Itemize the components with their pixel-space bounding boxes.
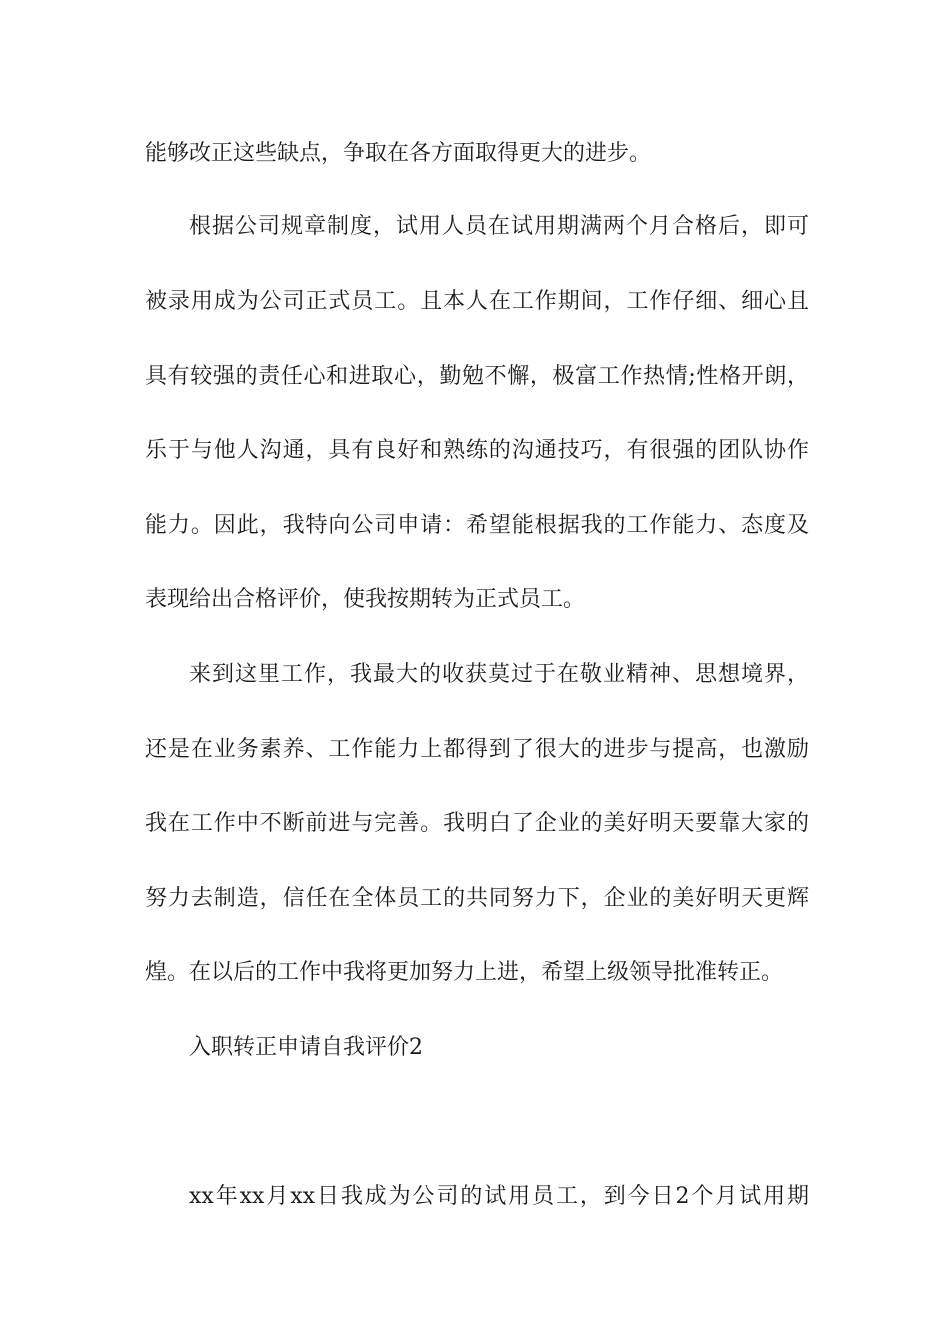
text-line: 乐于与他人沟通，具有良好和熟练的沟通技巧，有很强的团队协作 <box>145 438 809 463</box>
section-heading: 入职转正申请自我评价2 <box>189 1035 423 1060</box>
text-line: 还是在业务素养、工作能力上都得到了很大的进步与提高，也激励 <box>145 737 809 762</box>
text-line: 能力。因此，我特向公司申请：希望能根据我的工作能力、态度及 <box>145 513 809 538</box>
text-line: 能够改正这些缺点，争取在各方面取得更大的进步。 <box>145 141 652 166</box>
text-line: 具有较强的责任心和进取心，勤勉不懈，极富工作热情;性格开朗， <box>145 364 809 389</box>
text-line: 我在工作中不断前进与完善。我明白了企业的美好明天要靠大家的 <box>145 811 809 836</box>
text-line: xx年xx月xx日我成为公司的试用员工，到今日2个月试用期 <box>189 1184 809 1209</box>
text-line: 表现给出合格评价，使我按期转为正式员工。 <box>145 587 586 612</box>
text-line: 被录用成为公司正式员工。且本人在工作期间，工作仔细、细心且 <box>145 289 809 314</box>
text-line: 努力去制造，信任在全体员工的共同努力下，企业的美好明天更辉 <box>145 886 809 911</box>
text-line: 煌。在以后的工作中我将更加努力上进，希望上级领导批准转正。 <box>145 960 784 985</box>
text-line: 根据公司规章制度，试用人员在试用期满两个月合格后，即可 <box>189 214 809 239</box>
text-line: 来到这里工作，我最大的收获莫过于在敬业精神、思想境界， <box>189 662 809 687</box>
